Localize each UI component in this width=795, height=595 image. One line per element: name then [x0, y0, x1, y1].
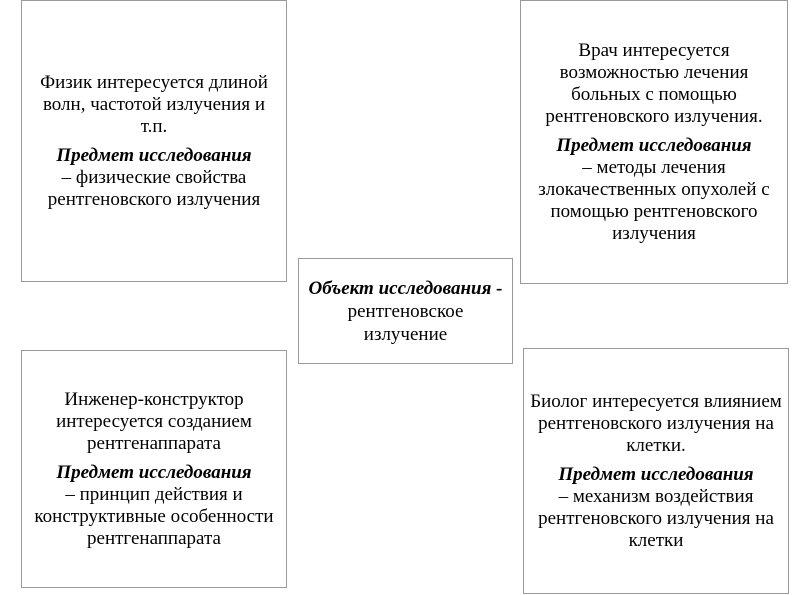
engineer-box	[21, 350, 287, 588]
research-object-box	[298, 258, 513, 364]
physicist-intro: Физик интересуется длиной волн, частотой излучения и т.п.	[40, 71, 268, 137]
research-object-label: Объект исследования -	[308, 277, 503, 299]
doctor-subject-text: – методы лечения злокачественных опухолей с помощью рентгеновского излучения	[538, 156, 770, 244]
biologist-subject-text: – механизм воздействия рентгеновского излучения на клетки	[538, 485, 774, 551]
doctor-box	[520, 0, 788, 284]
physicist-subject	[28, 145, 280, 211]
physicist-subject-text: – физические свойства рентгеновского излучения	[47, 166, 261, 210]
engineer-subject-text: – принцип действия и конструктивные особенности рентгенаппарата	[34, 483, 274, 549]
biologist-box	[523, 348, 789, 594]
research-object	[305, 277, 506, 346]
physicist-box	[21, 0, 287, 282]
engineer-subject	[28, 462, 280, 550]
biologist-subject-label: Предмет исследования	[558, 463, 754, 485]
biologist-subject	[530, 464, 782, 552]
doctor-subject	[527, 135, 781, 245]
biologist-intro: Биолог интересуется влиянием рентгеновского излучения на клетки.	[530, 390, 782, 456]
doctor-subject-label: Предмет исследования	[556, 134, 752, 156]
doctor-intro: Врач интересуется возможностью лечения больных с помощью рентгеновского излучения.	[545, 39, 763, 127]
engineer-intro: Инженер-конструктор интересуется созданием рентгенаппарата	[56, 388, 252, 454]
engineer-subject-label: Предмет исследования	[56, 461, 252, 483]
research-object-text: рентгеновское излучение	[347, 300, 464, 345]
physicist-subject-label: Предмет исследования	[56, 144, 252, 166]
